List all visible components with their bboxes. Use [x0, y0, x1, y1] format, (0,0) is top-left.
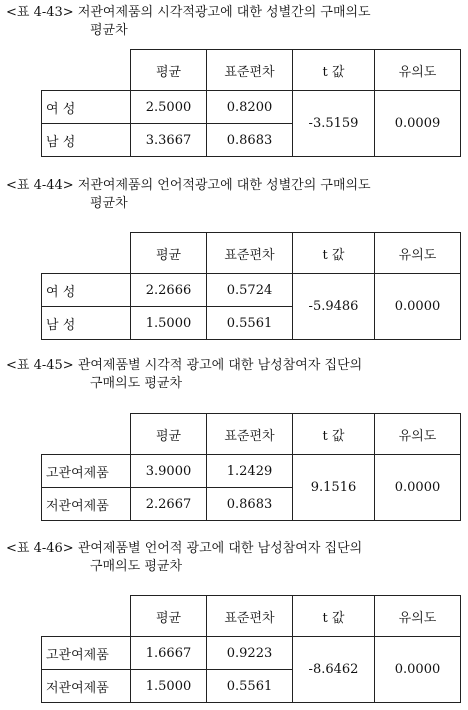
caption-line: <표 4-45> 관여제품별 시각적 광고에 대한 남성참여자 집단의: [6, 358, 363, 373]
table-caption: [6, 177, 371, 213]
table-row: [42, 637, 461, 670]
caption-line: <표 4-44> 저관여제품의 언어적광고에 대한 성별간의 구매의도: [6, 178, 371, 193]
sd-cell: 0.5561: [207, 670, 293, 703]
header-row: [42, 233, 461, 274]
corner-cell: [42, 233, 131, 274]
table-caption: [6, 540, 362, 576]
sd-cell: 0.8200: [207, 91, 293, 124]
header-sd: 표준편차: [207, 596, 293, 637]
caption-line: <표 4-43> 저관여제품의 시각적광고에 대한 성별간의 구매의도: [6, 5, 371, 20]
row-label: 저관여제품: [42, 488, 131, 521]
stat-table: [41, 595, 461, 703]
header-p: 유의도: [375, 233, 461, 274]
sd-cell: 0.5561: [207, 307, 293, 340]
p-value-cell: 0.0000: [375, 455, 461, 521]
sd-cell: 1.2429: [207, 455, 293, 488]
caption-line: 구매의도 평균차: [90, 376, 183, 391]
header-t: t 값: [293, 596, 375, 637]
table-row: [42, 91, 461, 124]
t-value-cell: 9.1516: [293, 455, 375, 521]
header-p: 유의도: [375, 596, 461, 637]
row-label: 고관여제품: [42, 455, 131, 488]
header-row: [42, 596, 461, 637]
row-label: 남 성: [42, 124, 131, 157]
mean-cell: 2.2666: [131, 274, 207, 307]
header-p: 유의도: [375, 50, 461, 91]
caption-line: <표 4-46> 관여제품별 언어적 광고에 대한 남성참여자 집단의: [6, 541, 363, 556]
row-label: 고관여제품: [42, 637, 131, 670]
header-mean: 평균: [131, 50, 207, 91]
header-sd: 표준편차: [207, 233, 293, 274]
corner-cell: [42, 596, 131, 637]
header-t: t 값: [293, 50, 375, 91]
t-value-cell: -8.6462: [293, 637, 375, 703]
corner-cell: [42, 414, 131, 455]
table-row: [42, 455, 461, 488]
t-value-cell: -5.9486: [293, 274, 375, 340]
table-caption: [6, 357, 362, 393]
row-label: 여 성: [42, 274, 131, 307]
sd-cell: 0.8683: [207, 488, 293, 521]
mean-cell: 1.5000: [131, 670, 207, 703]
header-row: [42, 50, 461, 91]
table-row: [42, 274, 461, 307]
sd-cell: 0.5724: [207, 274, 293, 307]
p-value-cell: 0.0009: [375, 91, 461, 157]
row-label: 남 성: [42, 307, 131, 340]
stat-table: [41, 232, 461, 340]
table-caption: [6, 4, 371, 40]
stat-table: [41, 49, 461, 157]
header-mean: 평균: [131, 233, 207, 274]
header-sd: 표준편차: [207, 50, 293, 91]
header-p: 유의도: [375, 414, 461, 455]
p-value-cell: 0.0000: [375, 274, 461, 340]
caption-line: 구매의도 평균차: [90, 559, 183, 574]
mean-cell: 1.6667: [131, 637, 207, 670]
header-row: [42, 414, 461, 455]
header-mean: 평균: [131, 414, 207, 455]
p-value-cell: 0.0000: [375, 637, 461, 703]
header-sd: 표준편차: [207, 414, 293, 455]
row-label: 저관여제품: [42, 670, 131, 703]
mean-cell: 1.5000: [131, 307, 207, 340]
mean-cell: 3.3667: [131, 124, 207, 157]
corner-cell: [42, 50, 131, 91]
mean-cell: 3.9000: [131, 455, 207, 488]
header-t: t 값: [293, 233, 375, 274]
caption-line: 평균차: [90, 196, 128, 211]
stat-table: [41, 413, 461, 521]
mean-cell: 2.2667: [131, 488, 207, 521]
sd-cell: 0.8683: [207, 124, 293, 157]
t-value-cell: -3.5159: [293, 91, 375, 157]
sd-cell: 0.9223: [207, 637, 293, 670]
mean-cell: 2.5000: [131, 91, 207, 124]
header-t: t 값: [293, 414, 375, 455]
caption-line: 평균차: [90, 23, 128, 38]
row-label: 여 성: [42, 91, 131, 124]
header-mean: 평균: [131, 596, 207, 637]
